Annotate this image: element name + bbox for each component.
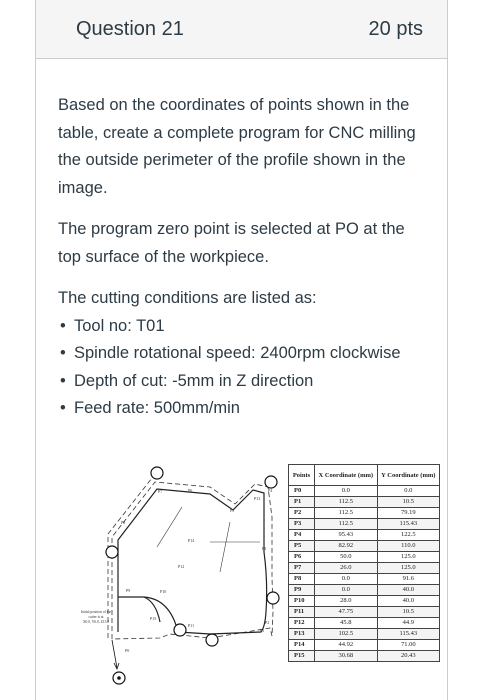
point-label: P12 — [178, 564, 185, 569]
question-title: Question 21 — [76, 17, 184, 40]
marker-circle — [174, 624, 186, 636]
point-label: P0 — [125, 648, 130, 653]
point-label: P3 — [262, 546, 267, 551]
question-card — [35, 0, 448, 700]
table-row — [289, 519, 440, 530]
table-cell-point: P9 — [289, 585, 315, 596]
table-cell-x: 102.5 — [315, 629, 378, 640]
part-profile — [118, 489, 270, 634]
table-row — [289, 497, 440, 508]
table-row — [289, 508, 440, 519]
table-cell-y: 125.0 — [377, 563, 439, 574]
table-cell-x: 50.0 — [315, 552, 378, 563]
table-cell-y: 44.9 — [377, 618, 439, 629]
table-cell-x: 30.68 — [315, 651, 378, 662]
marker-circle — [206, 634, 218, 646]
table-row — [289, 585, 440, 596]
marker-circle — [106, 546, 118, 558]
point-label: P10 — [160, 589, 167, 594]
table-cell-point: P10 — [289, 596, 315, 607]
table-cell-point: P13 — [289, 629, 315, 640]
table-header-x: X Coordinate (mm) — [315, 465, 378, 486]
table-cell-x: 44.92 — [315, 640, 378, 651]
table-cell-y: 115.43 — [377, 629, 439, 640]
question-points: 20 pts — [368, 17, 423, 40]
table-cell-y: 0.0 — [377, 486, 439, 497]
point-label: P7 — [158, 489, 163, 494]
origin-dot — [117, 676, 121, 680]
point-label: P8 — [121, 520, 126, 525]
table-cell-point: P12 — [289, 618, 315, 629]
marker-circle — [265, 476, 277, 488]
table-cell-point: P15 — [289, 651, 315, 662]
table-cell-y: 20.43 — [377, 651, 439, 662]
table-cell-point: P1 — [289, 497, 315, 508]
table-header-points: Points — [289, 465, 315, 486]
table-cell-y: 79.19 — [377, 508, 439, 519]
table-cell-point: P2 — [289, 508, 315, 519]
point-label: P1 — [260, 628, 265, 633]
table-row — [289, 486, 440, 497]
point-label: P14 — [188, 538, 195, 543]
question-paragraph-1: Based on the coordinates of points shown in the table, create a complete program for CNC milling the outside perimeter of the profile shown in the image. — [58, 96, 416, 197]
table-row — [289, 530, 440, 541]
table-cell-y: 40.0 — [377, 585, 439, 596]
table-row — [289, 640, 440, 651]
table-cell-point: P11 — [289, 607, 315, 618]
table-cell-point: P0 — [289, 486, 315, 497]
table-cell-x: 45.8 — [315, 618, 378, 629]
list-item: • Tool no: T01 — [58, 313, 428, 341]
marker-circle — [267, 592, 279, 604]
table-cell-point: P7 — [289, 563, 315, 574]
point-label: P9 — [126, 588, 131, 593]
table-cell-x: 95.43 — [315, 530, 378, 541]
table-row — [289, 651, 440, 662]
table-row — [289, 563, 440, 574]
table-row — [289, 574, 440, 585]
point-label: P15 — [150, 616, 157, 621]
table-row — [289, 541, 440, 552]
question-header — [36, 0, 447, 59]
initial-position-label: cutter is at — [88, 615, 104, 619]
point-label: P13 — [254, 496, 261, 501]
initial-position-label: X0.0, Y0.0, Z15.0 — [82, 620, 110, 624]
profile-drawing — [60, 462, 288, 700]
table-row — [289, 629, 440, 640]
table-cell-y: 71.00 — [377, 640, 439, 651]
list-item: • Spindle rotational speed: 2400rpm clockwise — [58, 340, 428, 368]
initial-position-label: Initial position of the — [80, 610, 112, 614]
table-cell-y: 115.43 — [377, 519, 439, 530]
table-cell-y: 91.6 — [377, 574, 439, 585]
marker-circle — [151, 467, 163, 479]
question-body — [58, 92, 428, 423]
table-cell-y: 122.5 — [377, 530, 439, 541]
table-row — [289, 552, 440, 563]
table-row — [289, 607, 440, 618]
table-cell-x: 28.0 — [315, 596, 378, 607]
table-row — [289, 618, 440, 629]
table-cell-x: 0.0 — [315, 486, 378, 497]
table-cell-x: 0.0 — [315, 574, 378, 585]
table-row — [289, 596, 440, 607]
table-cell-point: P4 — [289, 530, 315, 541]
table-cell-x: 0.0 — [315, 585, 378, 596]
table-cell-y: 40.0 — [377, 596, 439, 607]
table-cell-x: 112.5 — [315, 519, 378, 530]
question-paragraph-2: The program zero point is selected at PO at the top surface of the workpiece. — [58, 220, 405, 266]
table-cell-y: 110.0 — [377, 541, 439, 552]
coordinates-table — [288, 464, 440, 662]
list-item: • Feed rate: 500mm/min — [58, 395, 428, 423]
tool-path-dashed — [108, 478, 273, 639]
table-cell-point: P6 — [289, 552, 315, 563]
point-label: P2 — [265, 620, 270, 625]
table-cell-y: 10.5 — [377, 497, 439, 508]
point-label: P6 — [188, 488, 193, 493]
table-cell-point: P5 — [289, 541, 315, 552]
cutting-conditions-list — [58, 313, 428, 423]
table-cell-point: P8 — [289, 574, 315, 585]
table-cell-point: P14 — [289, 640, 315, 651]
point-label: P11 — [188, 623, 195, 628]
table-cell-x: 82.92 — [315, 541, 378, 552]
profile-figure — [60, 462, 440, 700]
table-cell-x: 112.5 — [315, 497, 378, 508]
point-label: P5 — [230, 508, 235, 513]
table-cell-x: 112.5 — [315, 508, 378, 519]
table-cell-point: P3 — [289, 519, 315, 530]
table-cell-y: 125.0 — [377, 552, 439, 563]
table-header-y: Y Coordinate (mm) — [377, 465, 439, 486]
question-paragraph-3: The cutting conditions are listed as: — [58, 289, 317, 307]
list-item: • Depth of cut: -5mm in Z direction — [58, 368, 428, 396]
table-cell-y: 10.5 — [377, 607, 439, 618]
point-label: P4 — [268, 488, 273, 493]
table-cell-x: 26.0 — [315, 563, 378, 574]
table-cell-x: 47.75 — [315, 607, 378, 618]
